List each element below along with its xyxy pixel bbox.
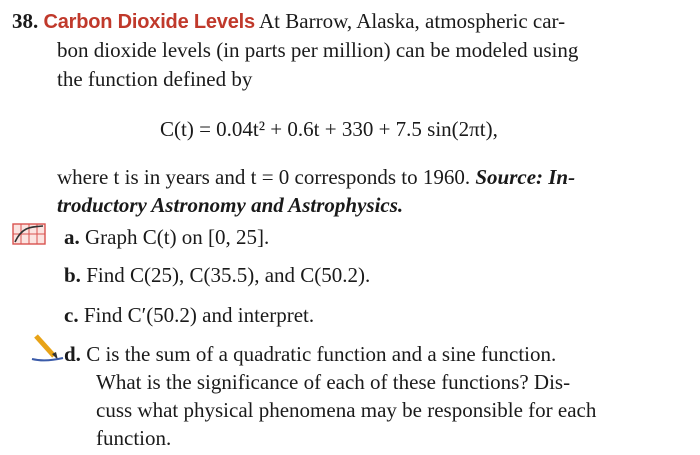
part-d-line-4: function. bbox=[96, 426, 172, 450]
intro-line-3: the function defined by bbox=[57, 67, 253, 91]
formula: C(t) = 0.04t² + 0.6t + 330 + 7.5 sin(2πt), bbox=[160, 117, 498, 141]
problem-header bbox=[12, 8, 565, 35]
part-d-text-1: C is the sum of a quadratic function and a sine function. bbox=[86, 342, 557, 366]
where-line bbox=[57, 164, 575, 190]
part-a-text: Graph C(t) on [0, 25]. bbox=[85, 225, 270, 249]
part-c-label: c. bbox=[64, 303, 79, 327]
part-c bbox=[64, 302, 314, 328]
part-d-label: d. bbox=[64, 342, 81, 366]
part-c-text: Find C′(50.2) and interpret. bbox=[83, 303, 315, 327]
part-b-label: b. bbox=[64, 263, 81, 287]
graph-grid-icon bbox=[12, 223, 46, 245]
problem-heading: Carbon Dioxide Levels bbox=[43, 11, 255, 33]
source-title: troductory Astronomy and Astrophysics. bbox=[57, 193, 404, 217]
part-a-label: a. bbox=[64, 225, 80, 249]
intro-line-1: At Barrow, Alaska, atmospheric car- bbox=[259, 9, 566, 33]
part-b-text: Find C(25), C(35.5), and C(50.2). bbox=[86, 263, 371, 287]
part-d-line-1 bbox=[64, 341, 556, 367]
problem-number: 38. bbox=[12, 9, 39, 33]
where-text: where t is in years and t = 0 corresponds to 1960. bbox=[57, 165, 471, 189]
intro-line-2: bon dioxide levels (in parts per million) can be modeled using bbox=[57, 38, 579, 62]
pencil-icon bbox=[30, 332, 64, 362]
part-d-line-3: cuss what physical phenomena may be responsible for each bbox=[96, 398, 597, 422]
source-label: Source: In- bbox=[475, 165, 576, 189]
part-d-line-2: What is the significance of each of these functions? Dis- bbox=[96, 370, 571, 394]
part-b bbox=[64, 262, 370, 288]
part-a bbox=[64, 224, 269, 250]
